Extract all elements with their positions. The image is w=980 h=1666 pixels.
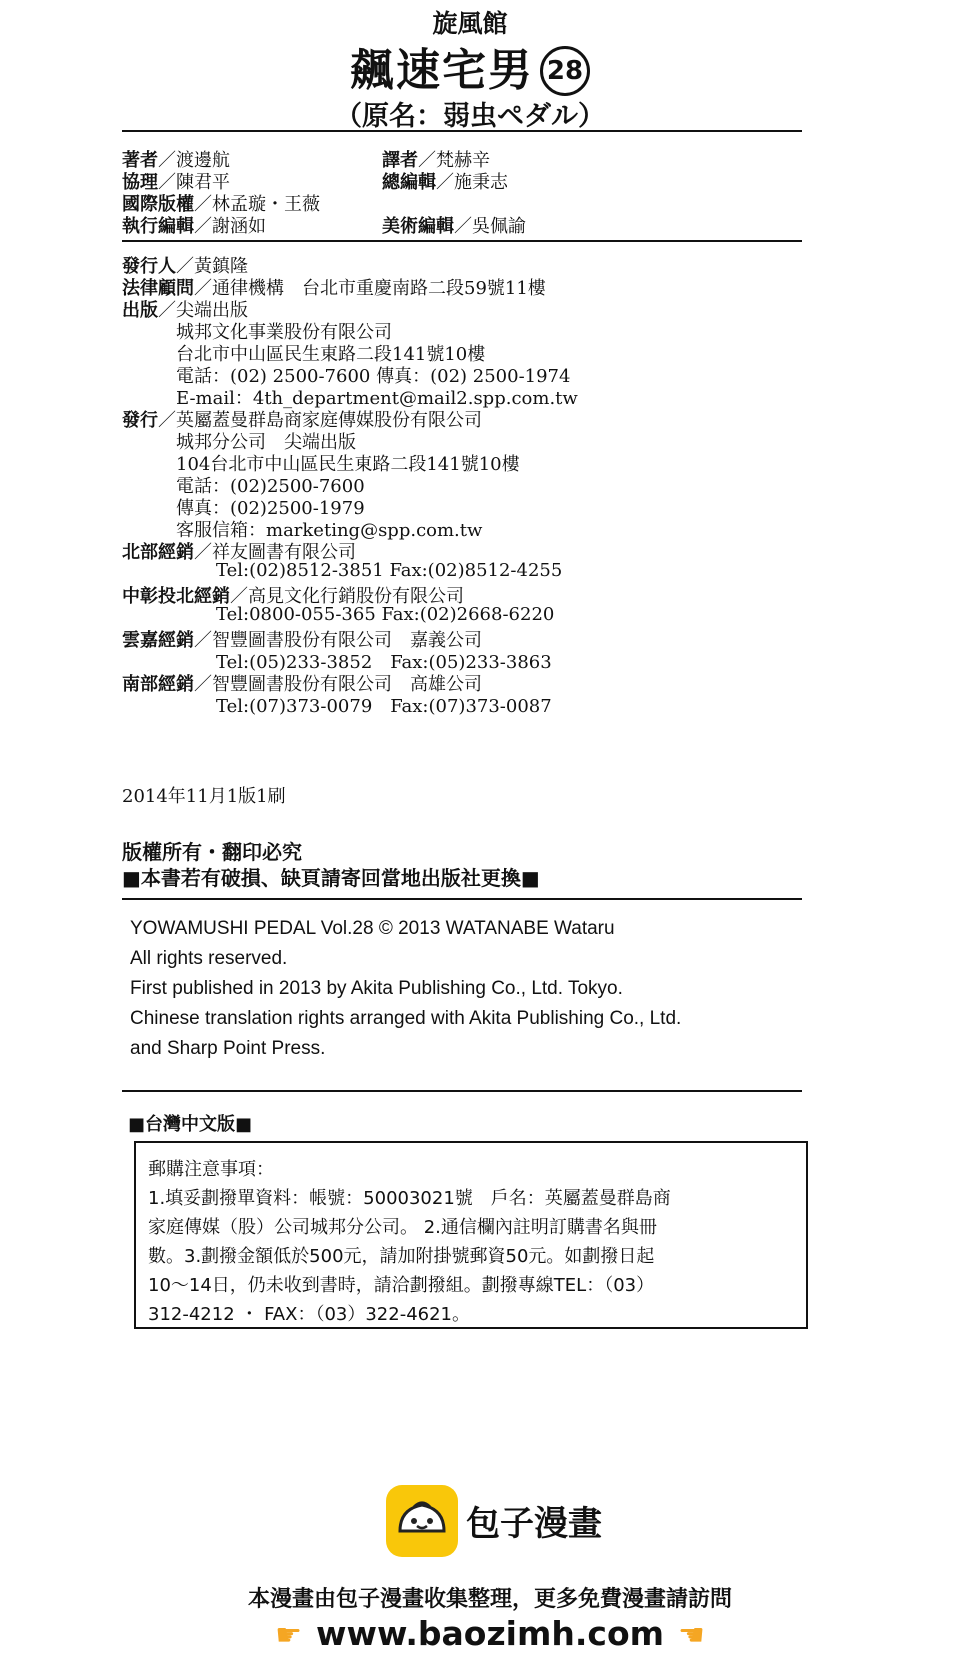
taiwan-edition-label: ■台灣中文版■ bbox=[128, 1114, 253, 1135]
volume-badge: 28 bbox=[540, 46, 590, 96]
distribute-phone: 電話：(02)2500-7600 bbox=[176, 476, 365, 497]
mail-order-notice bbox=[134, 1141, 808, 1329]
notice-line: 郵購注意事項： bbox=[148, 1159, 274, 1180]
central-distributor: 中彰投北經銷／高見文化行銷股份有限公司 bbox=[122, 586, 464, 607]
pointing-hand-left-icon: ☚ bbox=[678, 1618, 705, 1653]
all-rights-line: All rights reserved. bbox=[130, 948, 288, 969]
central-contact: Tel:0800-055-365 Fax:(02)2668-6220 bbox=[216, 604, 555, 625]
legal-line: 法律顧問／通律機構 台北市重慶南路二段59號11樓 bbox=[122, 278, 546, 299]
issuer-line: 發行人／黃鎮隆 bbox=[122, 256, 248, 277]
edition: 2014年11月1版1刷 bbox=[122, 786, 286, 807]
divider bbox=[122, 1090, 802, 1092]
yunjia-contact: Tel:(05)233-3852 Fax:(05)233-3863 bbox=[216, 652, 552, 673]
distribute-branch: 城邦分公司 尖端出版 bbox=[176, 432, 356, 453]
publisher-line: 出版／尖端出版 bbox=[122, 300, 248, 321]
north-contact: Tel:(02)8512-3851 Fax:(02)8512-4255 bbox=[216, 560, 563, 581]
notice-line: 312-4212 ・ FAX：（03）322-4621。 bbox=[148, 1304, 471, 1325]
rights-reserved: 版權所有・翻印必究 bbox=[122, 840, 302, 864]
url-text[interactable]: www.baozimh.com bbox=[316, 1614, 664, 1653]
divider bbox=[122, 130, 802, 132]
book-title bbox=[0, 34, 940, 98]
title-text: 飆速宅男 bbox=[350, 45, 534, 96]
logo-text: 包子漫畫 bbox=[466, 1504, 602, 1544]
publisher-email: E-mail：4th_department@mail2.spp.com.tw bbox=[176, 388, 578, 409]
distribute-address: 104台北市中山區民生東路二段141號10樓 bbox=[176, 454, 520, 475]
credit-chief-editor: 總編輯／施秉志 bbox=[382, 172, 508, 193]
publisher-company: 城邦文化事業股份有限公司 bbox=[176, 322, 392, 343]
pointing-hand-right-icon: ☛ bbox=[275, 1618, 302, 1653]
yunjia-distributor: 雲嘉經銷／智豐圖書股份有限公司 嘉義公司 bbox=[122, 630, 482, 651]
publisher-phone: 電話：(02) 2500-7600 傳真：(02) 2500-1974 bbox=[176, 366, 571, 387]
distribute-email: 客服信箱：marketing@spp.com.tw bbox=[176, 520, 483, 541]
distribute-fax: 傳真：(02)2500-1979 bbox=[176, 498, 365, 519]
translation-rights-line: Chinese translation rights arranged with Akita Publishing Co., Ltd. bbox=[130, 1008, 682, 1029]
source-notice: 本漫畫由包子漫畫收集整理，更多免費漫畫請訪問 bbox=[247, 1587, 732, 1612]
credit-art-editor: 美術編輯／吳佩諭 bbox=[382, 216, 526, 237]
sharp-point-line: and Sharp Point Press. bbox=[130, 1038, 326, 1059]
original-name: （原名：弱虫ペダル） bbox=[335, 101, 605, 132]
notice-line: 10～14日，仍未收到書時，請洽劃撥組。劃撥專線TEL：（03） bbox=[148, 1275, 655, 1296]
distribute-line: 發行／英屬蓋曼群島商家庭傳媒股份有限公司 bbox=[122, 410, 482, 431]
site-url[interactable] bbox=[0, 1614, 980, 1653]
replacement-notice: ■本書若有破損、缺頁請寄回當地出版社更換■ bbox=[122, 866, 540, 890]
bun-logo-icon bbox=[386, 1485, 458, 1557]
north-distributor: 北部經銷／祥友圖書有限公司 bbox=[122, 542, 356, 563]
credit-author: 著者／渡邊航 bbox=[122, 150, 230, 171]
credit-manager: 協理／陳君平 bbox=[122, 172, 230, 193]
divider bbox=[122, 898, 802, 900]
south-distributor: 南部經銷／智豐圖書股份有限公司 高雄公司 bbox=[122, 674, 482, 695]
publisher-name: 旋風館 bbox=[432, 9, 508, 38]
publisher-address: 台北市中山區民生東路二段141號10樓 bbox=[176, 344, 486, 365]
south-contact: Tel:(07)373-0079 Fax:(07)373-0087 bbox=[216, 696, 552, 717]
credit-international-rights: 國際版權／林孟璇・王薇 bbox=[122, 194, 320, 215]
notice-line: 家庭傳媒（股）公司城邦分公司。 2.通信欄內註明訂購書名與冊 bbox=[148, 1217, 657, 1238]
copyright-line: YOWAMUSHI PEDAL Vol.28 © 2013 WATANABE Wataru bbox=[130, 918, 615, 939]
notice-line: 數。3.劃撥金額低於500元，請加附掛號郵資50元。如劃撥日起 bbox=[148, 1246, 655, 1267]
credit-translator: 譯者／梵赫辛 bbox=[382, 150, 490, 171]
divider bbox=[122, 240, 802, 242]
credit-executive-editor: 執行編輯／謝涵如 bbox=[122, 216, 266, 237]
first-published-line: First published in 2013 by Akita Publishing Co., Ltd. Tokyo. bbox=[130, 978, 623, 999]
notice-line: 1.填妥劃撥單資料：帳號：50003021號 戶名：英屬蓋曼群島商 bbox=[148, 1188, 671, 1209]
